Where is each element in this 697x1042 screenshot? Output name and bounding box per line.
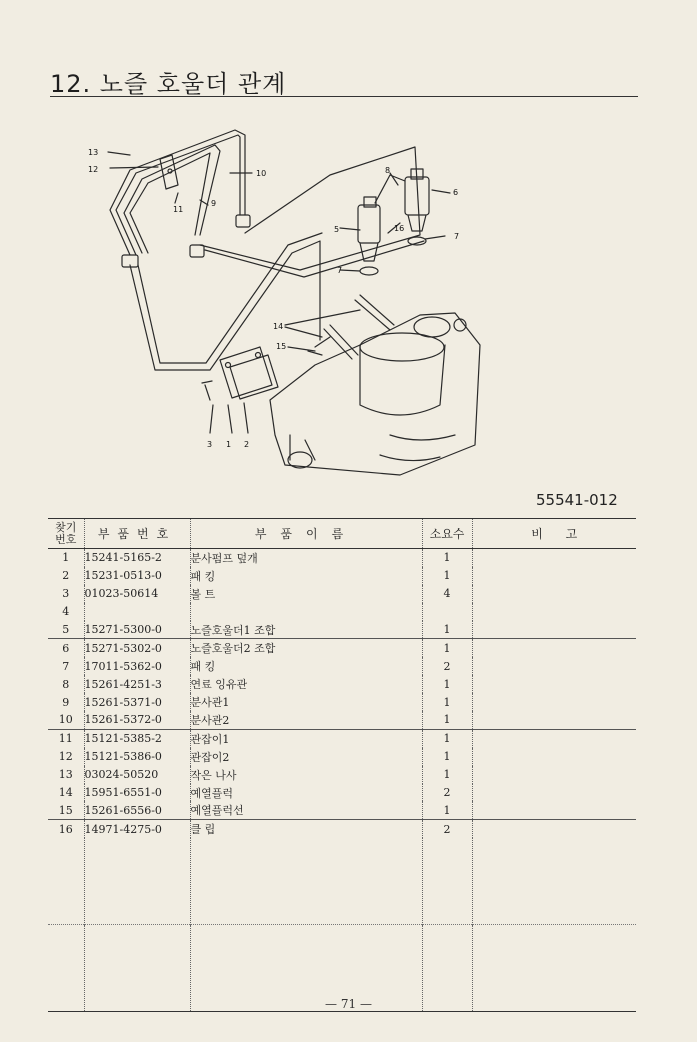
- cell-part-no: 15951-6551-0: [84, 784, 190, 802]
- svg-text:3: 3: [207, 440, 213, 449]
- cell-remarks: [472, 567, 636, 585]
- table-row: [48, 766, 636, 784]
- cell-qty: 1: [422, 801, 472, 819]
- cell-qty: 1: [422, 567, 472, 585]
- svg-text:8: 8: [385, 166, 391, 175]
- cell-remarks: [472, 693, 636, 711]
- cell-qty: 1: [422, 549, 472, 567]
- svg-text:1: 1: [226, 440, 232, 449]
- table-row: [48, 621, 636, 639]
- fuel-leak-pipe: [375, 175, 405, 203]
- cell-qty: 1: [422, 639, 472, 657]
- table-row: [48, 585, 636, 603]
- glow-plug-1: [355, 295, 394, 330]
- cell-qty: 1: [422, 766, 472, 784]
- cell-part-no: 15261-5372-0: [84, 711, 190, 729]
- header-part-name: 부품이름: [190, 519, 422, 549]
- cell-part-no: 15231-0513-0: [84, 567, 190, 585]
- cell-part-no: 15121-5386-0: [84, 748, 190, 766]
- svg-text:12: 12: [88, 165, 99, 174]
- cell-part-name: 볼 트: [190, 585, 422, 603]
- table-row: [48, 784, 636, 802]
- table-row: [48, 657, 636, 675]
- cell-part-name: 노즐호울더2 조합: [190, 639, 422, 657]
- cell-part-name: 노즐호울더1 조합: [190, 621, 422, 639]
- cell-ref-no: 1: [62, 551, 70, 565]
- cell-part-name: 패 킹: [190, 657, 422, 675]
- svg-text:9: 9: [211, 199, 217, 208]
- header-qty: 소요수: [422, 519, 472, 549]
- empty-cell: [190, 838, 422, 925]
- svg-text:11: 11: [173, 205, 184, 214]
- figure-code: 55541-012: [536, 491, 618, 509]
- cell-ref-no: 11: [48, 729, 84, 747]
- cell-remarks: [472, 639, 636, 657]
- cell-part-name: 연료 잉유관: [190, 675, 422, 693]
- cell-part-no: 03024-50520: [84, 766, 190, 784]
- cell-remarks: [472, 621, 636, 639]
- header-part-no: 부품번호: [84, 519, 190, 549]
- cell-part-name: 예열플럭: [190, 784, 422, 802]
- svg-text:15: 15: [276, 342, 287, 351]
- cell-part-name: 클 립: [190, 820, 422, 838]
- cell-ref-no: 3: [62, 587, 70, 601]
- empty-cell: [472, 838, 636, 925]
- cell-ref-no: 9: [62, 695, 70, 709]
- cell-remarks: [472, 675, 636, 693]
- svg-text:2: 2: [244, 440, 250, 449]
- engine-block: [270, 313, 480, 475]
- empty-row: [48, 838, 636, 925]
- cell-ref-no: 8: [62, 677, 70, 691]
- cell-remarks: [472, 549, 636, 567]
- cell-qty: [422, 603, 472, 621]
- pump-cover: [220, 347, 272, 398]
- empty-cell: [84, 838, 190, 925]
- cell-remarks: [472, 711, 636, 729]
- svg-text:6: 6: [453, 188, 459, 197]
- table-row: [48, 639, 636, 657]
- cell-part-name: 관잡이1: [190, 729, 422, 747]
- svg-text:7: 7: [454, 232, 460, 241]
- table-row: [48, 693, 636, 711]
- nozzle-holder-1: [358, 197, 380, 275]
- cell-ref-no: 10: [58, 713, 73, 727]
- cell-qty: 1: [422, 711, 472, 729]
- cell-part-name: 작은 나사: [190, 766, 422, 784]
- cell-part-name: [190, 603, 422, 621]
- cell-part-no: 15261-5371-0: [84, 693, 190, 711]
- table-row: [48, 748, 636, 766]
- svg-text:10: 10: [256, 169, 267, 178]
- cell-part-name: 분사관2: [190, 711, 422, 729]
- cell-remarks: [472, 766, 636, 784]
- empty-cell: [48, 838, 84, 925]
- table-row: [48, 801, 636, 819]
- table-row: [48, 729, 636, 747]
- cell-qty: 2: [422, 657, 472, 675]
- cell-part-no: 15271-5302-0: [84, 639, 190, 657]
- cell-qty: 4: [422, 585, 472, 603]
- cell-part-no: [84, 603, 190, 621]
- cell-part-no: 17011-5362-0: [84, 657, 190, 675]
- empty-cell: [422, 838, 472, 925]
- title-divider: [50, 96, 638, 97]
- cell-remarks: [472, 585, 636, 603]
- cell-part-name: 분사펌프 덮개: [190, 549, 422, 567]
- cell-remarks: [472, 820, 636, 838]
- cell-ref-no: 5: [62, 623, 70, 636]
- cell-part-no: 15261-4251-3: [84, 675, 190, 693]
- svg-text:7: 7: [337, 266, 343, 275]
- cell-part-name: 분사관1: [190, 693, 422, 711]
- cell-remarks: [472, 784, 636, 802]
- table-row: [48, 549, 636, 567]
- cell-ref-no: 14: [58, 786, 73, 800]
- page-number: — 71 —: [325, 997, 372, 1011]
- table-row: [48, 675, 636, 693]
- svg-text:14: 14: [273, 322, 284, 331]
- table-row: [48, 820, 636, 838]
- cover-bolt: [202, 381, 212, 400]
- cell-ref-no: 4: [62, 605, 70, 619]
- parts-table: [48, 518, 636, 1012]
- cell-ref-no: 7: [62, 659, 70, 673]
- cell-part-no: 01023-50614: [84, 585, 190, 603]
- cell-qty: 1: [422, 693, 472, 711]
- cell-part-name: 관잡이2: [190, 748, 422, 766]
- diagram-callouts: [88, 148, 459, 449]
- cell-ref-no: 16: [48, 820, 84, 838]
- cell-part-no: 15271-5300-0: [84, 621, 190, 639]
- cell-part-no: 15241-5165-2: [84, 549, 190, 567]
- cell-remarks: [472, 801, 636, 819]
- nozzle-holder-diagram: [60, 115, 500, 490]
- cell-part-no: 14971-4275-0: [84, 820, 190, 838]
- header-ref-no: 찾기 번호: [48, 519, 84, 549]
- cell-qty: 1: [422, 729, 472, 747]
- svg-text:5: 5: [334, 225, 340, 234]
- cell-part-name: 예열플럭선: [190, 801, 422, 819]
- header-remarks: 비 고: [472, 519, 636, 549]
- cell-part-no: 15261-6556-0: [84, 801, 190, 819]
- cell-qty: 1: [422, 748, 472, 766]
- injection-pipe-routing: [130, 241, 320, 370]
- svg-text:16: 16: [394, 224, 405, 233]
- cell-ref-no: 13: [58, 768, 73, 782]
- table-row: [48, 711, 636, 729]
- cell-ref-no: 6: [48, 639, 84, 657]
- table-header-row: [48, 519, 636, 549]
- cell-qty: 2: [422, 784, 472, 802]
- table-row: [48, 603, 636, 621]
- cell-remarks: [472, 603, 636, 621]
- injection-pipe-outer: [110, 130, 245, 255]
- cell-remarks: [472, 657, 636, 675]
- page-title: 12. 노즐 호울더 관계: [50, 70, 287, 98]
- cell-ref-no: 2: [62, 569, 70, 583]
- cell-qty: 1: [422, 621, 472, 639]
- cell-qty: 2: [422, 820, 472, 838]
- cell-qty: 1: [422, 675, 472, 693]
- cover-gasket: [230, 355, 278, 399]
- cell-part-name: 패 킹: [190, 567, 422, 585]
- cell-part-no: 15121-5385-2: [84, 729, 190, 747]
- cell-ref-no: 15: [58, 803, 73, 817]
- svg-text:13: 13: [88, 148, 99, 157]
- table-row: [48, 567, 636, 585]
- cell-ref-no: 12: [58, 750, 73, 764]
- cell-remarks: [472, 729, 636, 747]
- cell-remarks: [472, 748, 636, 766]
